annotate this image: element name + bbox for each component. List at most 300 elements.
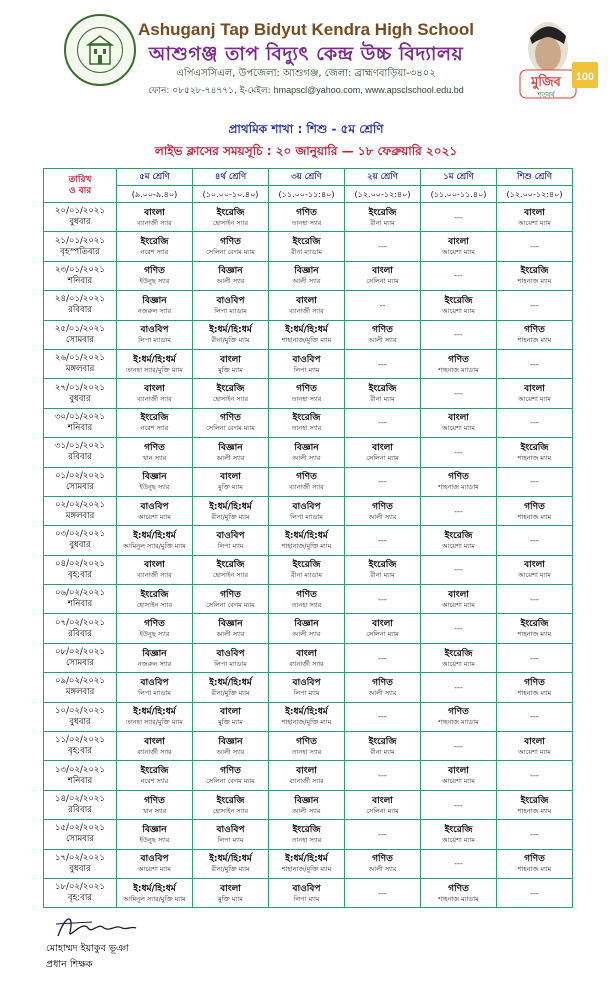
date-text: ০৪/০২/২০২১: [55, 558, 105, 569]
subject-cell: [269, 555, 345, 584]
subject-name: ইংরেজি: [368, 736, 397, 747]
subject-name: গণিত: [220, 413, 241, 424]
subject-name: গণিত: [296, 384, 317, 395]
teacher-name: লিপা ম্যাম: [293, 894, 320, 903]
subject-name: ইংরেজি: [520, 442, 549, 453]
subject-cell: [421, 320, 497, 349]
subject-cell: [345, 320, 421, 349]
subject-name: ---: [454, 271, 463, 281]
date-cell: [44, 673, 117, 702]
day-text: রবিবার: [68, 805, 92, 815]
teacher-name: মুক্তি ম্যাম: [218, 483, 243, 492]
subject-cell: [345, 526, 421, 555]
teacher-name: তানহা স্যার: [291, 424, 322, 433]
subject-name: ---: [530, 594, 539, 604]
table-row: [44, 379, 573, 408]
subject-cell: [497, 526, 573, 555]
subject-name: বাংলা: [220, 472, 241, 483]
day-text: বুধবার: [69, 540, 91, 551]
teacher-name: আয়েশা ম্যাম: [442, 424, 475, 433]
subject-name: ---: [530, 535, 539, 545]
subject-cell: [117, 408, 193, 437]
day-text: বুধবার: [69, 863, 91, 874]
date-cell: [44, 467, 117, 496]
subject-name: বাংলা: [448, 766, 469, 777]
subject-cell: [421, 467, 497, 496]
subject-cell: [193, 614, 269, 643]
section-subtitle: লাইভ ক্লাসের সময়সূচি : ২০ জানুয়ারি — ১৮ ফেব্রুয়ারি ২০২১: [154, 144, 458, 158]
teacher-name: ব্যানার্জী স্যার: [289, 483, 324, 492]
day-text: বুধবার: [69, 217, 91, 228]
teacher-name: ব্যানার্জী স্যার: [137, 395, 172, 404]
subject-name: ---: [530, 771, 539, 781]
subject-name: বাওবিপ: [216, 295, 245, 306]
teacher-name: আয়েশা ম্যাম: [518, 218, 551, 227]
date-cell: [44, 526, 117, 555]
teacher-name: আয়েশা ম্যাম: [442, 659, 475, 668]
teacher-name: আয়েশা ম্যাম: [518, 747, 551, 756]
teacher-name: আলী স্যার: [292, 806, 321, 815]
subject-cell: [497, 849, 573, 878]
day-text: বুধবার: [69, 716, 91, 727]
class-header: ৪র্থ শ্রেণি: [193, 169, 269, 186]
subject-cell: [421, 555, 497, 584]
teacher-name: আয়েশা ম্যাম: [442, 600, 475, 609]
subject-cell: [345, 643, 421, 672]
subject-name: ইংরেজি: [140, 766, 169, 777]
teacher-name: লিপা ম্যাম: [293, 365, 320, 374]
subject-name: বাংলা: [372, 795, 393, 806]
date-text: ১৫/০২/২০২১: [55, 823, 105, 834]
day-text: সোমবার: [65, 334, 95, 345]
subject-cell: [193, 261, 269, 290]
subject-name: বাংলা: [220, 883, 241, 894]
teacher-name: শাহনাজ ম্যাম: [517, 865, 552, 874]
subject-cell: [269, 643, 345, 672]
subject-cell: [117, 526, 193, 555]
subject-cell: [421, 820, 497, 849]
subject-name: ই:ধর্ম/হি:ধর্ম: [285, 530, 328, 541]
subject-name: ইংরেজি: [216, 560, 245, 571]
date-cell: [44, 555, 117, 584]
date-cell: [44, 320, 117, 349]
teacher-name: ব্যানার্জী স্যার: [289, 777, 324, 786]
date-cell: [44, 732, 117, 761]
date-text: ১৮/০২/২০২১: [55, 882, 105, 893]
table-row: [44, 408, 573, 437]
subject-cell: [193, 761, 269, 790]
subject-name: ই:ধর্ম/হি:ধর্ম: [133, 530, 176, 541]
subject-cell: [345, 349, 421, 378]
teacher-name: রীনা/মুক্তি ম্যাম: [211, 512, 250, 521]
teacher-name: আয়েশা ম্যাম: [138, 865, 171, 874]
subject-cell: [421, 673, 497, 702]
subject-cell: [269, 203, 345, 232]
subject-cell: [269, 820, 345, 849]
contact-email[interactable]: hmapscl@yahoo.com, www.apsclschool.edu.bd: [273, 85, 464, 95]
subject-cell: [193, 555, 269, 584]
teacher-name: শাহনাজ ম্যাম: [517, 512, 552, 521]
subject-cell: [345, 878, 421, 907]
date-text: ০৮/০২/২০২১: [55, 647, 105, 658]
teacher-name: ব্যানার্জী স্যার: [289, 659, 324, 668]
subject-cell: [345, 496, 421, 525]
subject-cell: [269, 232, 345, 261]
subject-cell: [497, 203, 573, 232]
teacher-name: আয়েশা ম্যাম: [442, 541, 475, 550]
subject-name: বাংলা: [524, 560, 545, 571]
subject-cell: [345, 790, 421, 819]
subject-name: ---: [378, 771, 387, 781]
teacher-name: সেলিনা বেগম ম্যাম: [206, 424, 255, 433]
date-cell: [44, 408, 117, 437]
teacher-name: তানহা স্যার: [291, 835, 322, 844]
subject-cell: [269, 320, 345, 349]
teacher-name: লিপা ম্যাম: [293, 688, 320, 697]
subject-name: ই:ধর্ম/হি:ধর্ম: [209, 325, 252, 336]
subject-cell: [497, 732, 573, 761]
headmaster-signature: [52, 910, 172, 944]
subject-name: বাংলা: [144, 207, 165, 218]
teacher-name: আলী স্যার: [292, 630, 321, 639]
teacher-name: শাহনাজ ম্যাম: [517, 453, 552, 462]
teacher-name: ব্যানার্জী স্যার: [137, 218, 172, 227]
svg-text:শতবর্ষ: শতবর্ষ: [537, 91, 555, 99]
subject-name: গণিত: [144, 266, 165, 277]
subject-cell: [345, 291, 421, 320]
subject-name: বিজ্ঞান: [218, 619, 243, 630]
subject-cell: [497, 702, 573, 731]
subject-cell: [421, 526, 497, 555]
subject-name: ইংরেজি: [368, 207, 397, 218]
teacher-name: মুক্তি ম্যাম: [218, 894, 243, 903]
teacher-name: আয়েশা ম্যাম: [442, 835, 475, 844]
day-text: শনিবার: [67, 775, 93, 786]
teacher-name: রীনা/মুক্তি ম্যাম: [211, 865, 250, 874]
subject-name: গণিত: [524, 677, 545, 688]
teacher-name: শাহনাজ ম্যাম: [517, 806, 552, 815]
subject-cell: [117, 232, 193, 261]
subject-cell: [345, 467, 421, 496]
subject-name: গণিত: [220, 237, 241, 248]
subject-cell: [117, 614, 193, 643]
teacher-name: রীনা ম্যাডাম: [291, 571, 322, 580]
teacher-name: আলী স্যার: [292, 277, 321, 286]
teacher-name: নরেশ স্যার: [140, 424, 169, 433]
subject-name: ---: [378, 477, 387, 487]
teacher-name: লিপা ম্যাডাম: [214, 659, 247, 668]
table-row: [44, 232, 573, 261]
subject-name: বিজ্ঞান: [294, 795, 319, 806]
subject-cell: [421, 849, 497, 878]
table-row: [44, 790, 573, 819]
subject-cell: [497, 320, 573, 349]
subject-name: ই:ধর্ম/হি:ধর্ম: [209, 854, 252, 865]
subject-name: ---: [454, 447, 463, 457]
date-cell: [44, 702, 117, 731]
subject-name: ---: [378, 594, 387, 604]
teacher-name: আয়েশা ম্যাম: [442, 777, 475, 786]
teacher-name: আলী স্যার: [368, 688, 397, 697]
teacher-name: ইউনুছ স্যার: [139, 835, 170, 844]
teacher-name: শাহনাজ ম্যাডাম: [438, 894, 479, 903]
teacher-name: ব্যানার্জী স্যার: [289, 306, 324, 315]
day-text: সোমবার: [65, 834, 95, 845]
class-header: শিশু শ্রেণি: [497, 169, 573, 186]
subject-name: গণিত: [372, 325, 393, 336]
teacher-name: রীনা ম্যাম: [370, 218, 395, 227]
subject-name: ই:ধর্ম/হি:ধর্ম: [285, 854, 328, 865]
subject-name: ইংরেজি: [216, 207, 245, 218]
table-row: [44, 555, 573, 584]
subject-name: ---: [454, 389, 463, 399]
table-row: [44, 261, 573, 290]
date-text: ৩১/০১/২০২১: [55, 441, 105, 452]
subject-cell: [497, 878, 573, 907]
day-text: শনিবার: [67, 599, 93, 610]
subject-cell: [497, 555, 573, 584]
date-text: ১৭/০২/২০২১: [55, 852, 105, 863]
subject-name: ---: [378, 888, 387, 898]
table-row: [44, 643, 573, 672]
teacher-name: সেলিনা ম্যাম: [366, 630, 399, 639]
date-text: ০২/০২/২০২১: [55, 500, 105, 511]
subject-name: বিজ্ঞান: [218, 736, 243, 747]
day-text: সোমবার: [65, 481, 95, 492]
teacher-name: শাহনাজ ম্যাম: [517, 277, 552, 286]
teacher-name: রীনা/মুক্তি ম্যাম: [211, 336, 250, 345]
subject-cell: [269, 614, 345, 643]
subject-name: বিজ্ঞান: [294, 619, 319, 630]
subject-name: বাওবিপ: [140, 501, 169, 512]
subject-cell: [193, 585, 269, 614]
subject-cell: [117, 203, 193, 232]
day-text: বৃহ:বার: [68, 893, 92, 904]
subject-cell: [117, 643, 193, 672]
subject-cell: [193, 526, 269, 555]
subject-cell: [345, 438, 421, 467]
mujib-centenary-logo: [500, 10, 600, 102]
subject-cell: [193, 732, 269, 761]
subject-cell: [421, 261, 497, 290]
subject-name: ইংরেজি: [520, 619, 549, 630]
day-text: রবিবার: [68, 452, 92, 463]
subject-cell: [421, 878, 497, 907]
subject-name: ই:ধর্ম/হি:ধর্ম: [133, 707, 176, 718]
subject-cell: [497, 379, 573, 408]
subject-name: গণিত: [144, 442, 165, 453]
subject-cell: [193, 878, 269, 907]
table-row: [44, 585, 573, 614]
subject-name: বাওবিপ: [292, 501, 321, 512]
teacher-name: লিপা ম্যাডাম: [290, 512, 323, 521]
date-cell: [44, 261, 117, 290]
date-text: ০১/০২/২০২১: [55, 470, 105, 481]
subject-cell: [269, 790, 345, 819]
teacher-name: শাহানাজ/মুক্তি ম্যাম: [281, 865, 332, 874]
subject-name: ---: [530, 712, 539, 722]
teacher-name: ইউনুছ স্যার: [139, 630, 170, 639]
date-cell: [44, 849, 117, 878]
subject-cell: [421, 232, 497, 261]
table-row: [44, 761, 573, 790]
teacher-name: আয়েশা ম্যাম: [518, 571, 551, 580]
teacher-name: হোসাইন স্যার: [212, 571, 249, 580]
subject-name: বাংলা: [524, 207, 545, 218]
teacher-name: আলী স্যার: [368, 336, 397, 345]
subject-cell: [117, 702, 193, 731]
teacher-name: আয়েশা ম্যাম: [138, 512, 171, 521]
subject-name: ---: [378, 712, 387, 722]
subject-name: বাওবিপ: [140, 325, 169, 336]
subject-cell: [269, 526, 345, 555]
subject-name: বাংলা: [296, 766, 317, 777]
subject-cell: [421, 408, 497, 437]
subject-cell: [193, 820, 269, 849]
teacher-name: লিপা ম্যাম: [217, 541, 244, 550]
subject-name: বাংলা: [372, 266, 393, 277]
subject-cell: [497, 820, 573, 849]
date-text: ২১/০১/২০২১: [55, 235, 105, 246]
teacher-name: হোসাইন স্যার: [212, 806, 249, 815]
subject-name: বিজ্ঞান: [142, 472, 167, 483]
day-text: বৃহ:বার: [68, 746, 92, 757]
subject-cell: [345, 673, 421, 702]
table-row: [44, 467, 573, 496]
subject-cell: [117, 320, 193, 349]
subject-name: গণিত: [296, 589, 317, 600]
subject-name: বাওবিপ: [216, 824, 245, 835]
table-row: [44, 349, 573, 378]
date-text: ০৬/০২/২০২১: [55, 588, 105, 599]
day-text: সোমবার: [65, 658, 95, 669]
subject-name: বাওবিপ: [140, 854, 169, 865]
subject-name: বাওবিপ: [216, 648, 245, 659]
subject-name: --: [379, 300, 386, 310]
subject-cell: [269, 438, 345, 467]
subject-name: ইংরেজি: [140, 413, 169, 424]
day-text: মঙ্গলবার: [65, 364, 95, 375]
subject-cell: [117, 878, 193, 907]
subject-name: ইংরেজি: [292, 560, 321, 571]
svg-text:100: 100: [575, 71, 595, 83]
teacher-name: রীনা ম্যাম: [370, 395, 395, 404]
subject-cell: [269, 761, 345, 790]
subject-cell: [497, 438, 573, 467]
class-time: (১১.০০-১১.৪০): [421, 186, 497, 203]
subject-cell: [421, 761, 497, 790]
day-text: বৃহস্পতিবার: [60, 246, 100, 257]
day-text: শনিবার: [67, 422, 93, 433]
subject-cell: [497, 643, 573, 672]
subject-cell: [421, 614, 497, 643]
signatory-title: প্রধান শিক্ষক: [46, 959, 93, 970]
teacher-name: নরেশ স্যার: [140, 777, 169, 786]
subject-name: ---: [454, 682, 463, 692]
subject-cell: [117, 790, 193, 819]
subject-name: বাংলা: [524, 736, 545, 747]
subject-name: ইংরেজি: [216, 384, 245, 395]
subject-name: বাংলা: [144, 560, 165, 571]
subject-name: ---: [530, 653, 539, 663]
subject-cell: [345, 232, 421, 261]
subject-name: ---: [378, 535, 387, 545]
teacher-name: সেলিনা ম্যাম: [366, 806, 399, 815]
date-text: ৩০/০১/২০২১: [55, 411, 105, 422]
subject-cell: [345, 849, 421, 878]
table-row: [44, 320, 573, 349]
subject-name: ই:ধর্ম/হি:ধর্ম: [285, 707, 328, 718]
subject-cell: [117, 673, 193, 702]
table-row: [44, 732, 573, 761]
subject-name: বিজ্ঞান: [218, 442, 243, 453]
subject-name: বাওবিপ: [292, 677, 321, 688]
subject-name: বিজ্ঞান: [294, 266, 319, 277]
subject-cell: [345, 555, 421, 584]
teacher-name: শাহানাজ/মুক্তি ম্যাম: [281, 541, 332, 550]
table-row: [44, 849, 573, 878]
subject-name: ই:ধর্ম/হি:ধর্ম: [285, 325, 328, 336]
subject-name: ---: [454, 800, 463, 810]
subject-name: বাওবিপ: [292, 883, 321, 894]
subject-cell: [497, 232, 573, 261]
teacher-name: শাহনাজ ম্যাম: [517, 630, 552, 639]
teacher-name: আলী স্যার: [368, 865, 397, 874]
subject-name: ---: [454, 624, 463, 634]
class-header: ৩য় শ্রেণি: [269, 169, 345, 186]
subject-cell: [497, 585, 573, 614]
teacher-name: সেলিনা ম্যাম: [366, 277, 399, 286]
subject-name: ইংরেজি: [292, 413, 321, 424]
subject-cell: [117, 585, 193, 614]
subject-name: ইংরেজি: [444, 824, 473, 835]
subject-cell: [497, 614, 573, 643]
subject-name: বিজ্ঞান: [142, 295, 167, 306]
subject-cell: [193, 320, 269, 349]
subject-name: গণিত: [372, 501, 393, 512]
subject-cell: [193, 702, 269, 731]
date-cell: [44, 232, 117, 261]
subject-name: ---: [530, 477, 539, 487]
teacher-name: আয়েশা ম্যাম: [442, 306, 475, 315]
date-text: ২৪/০১/২০২১: [55, 294, 105, 305]
table-row: [44, 702, 573, 731]
subject-cell: [497, 467, 573, 496]
subject-name: বাংলা: [144, 736, 165, 747]
date-cell: [44, 761, 117, 790]
teacher-name: নজরুল স্যার: [137, 659, 172, 668]
teacher-name: রীনা ম্যাম: [370, 747, 395, 756]
teacher-name: আয়েশা ম্যাম: [518, 395, 551, 404]
teacher-name: আলী স্যার: [292, 453, 321, 462]
subject-name: ইংরেজি: [444, 530, 473, 541]
teacher-name: তানহা স্যার/মুক্তি ম্যাম: [126, 365, 183, 374]
teacher-name: শাহনাজ ম্যাম: [517, 688, 552, 697]
subject-name: ---: [530, 359, 539, 369]
subject-cell: [269, 732, 345, 761]
subject-name: ---: [378, 359, 387, 369]
date-text: ২৩/০১/২০২১: [55, 264, 105, 275]
subject-name: বাংলা: [524, 384, 545, 395]
subject-name: ---: [378, 829, 387, 839]
date-cell: [44, 790, 117, 819]
teacher-name: আলী স্যার: [216, 630, 245, 639]
subject-name: গণিত: [524, 854, 545, 865]
subject-cell: [421, 438, 497, 467]
subject-name: গণিত: [220, 589, 241, 600]
day-text: মঙ্গলবার: [65, 511, 95, 522]
subject-cell: [345, 203, 421, 232]
